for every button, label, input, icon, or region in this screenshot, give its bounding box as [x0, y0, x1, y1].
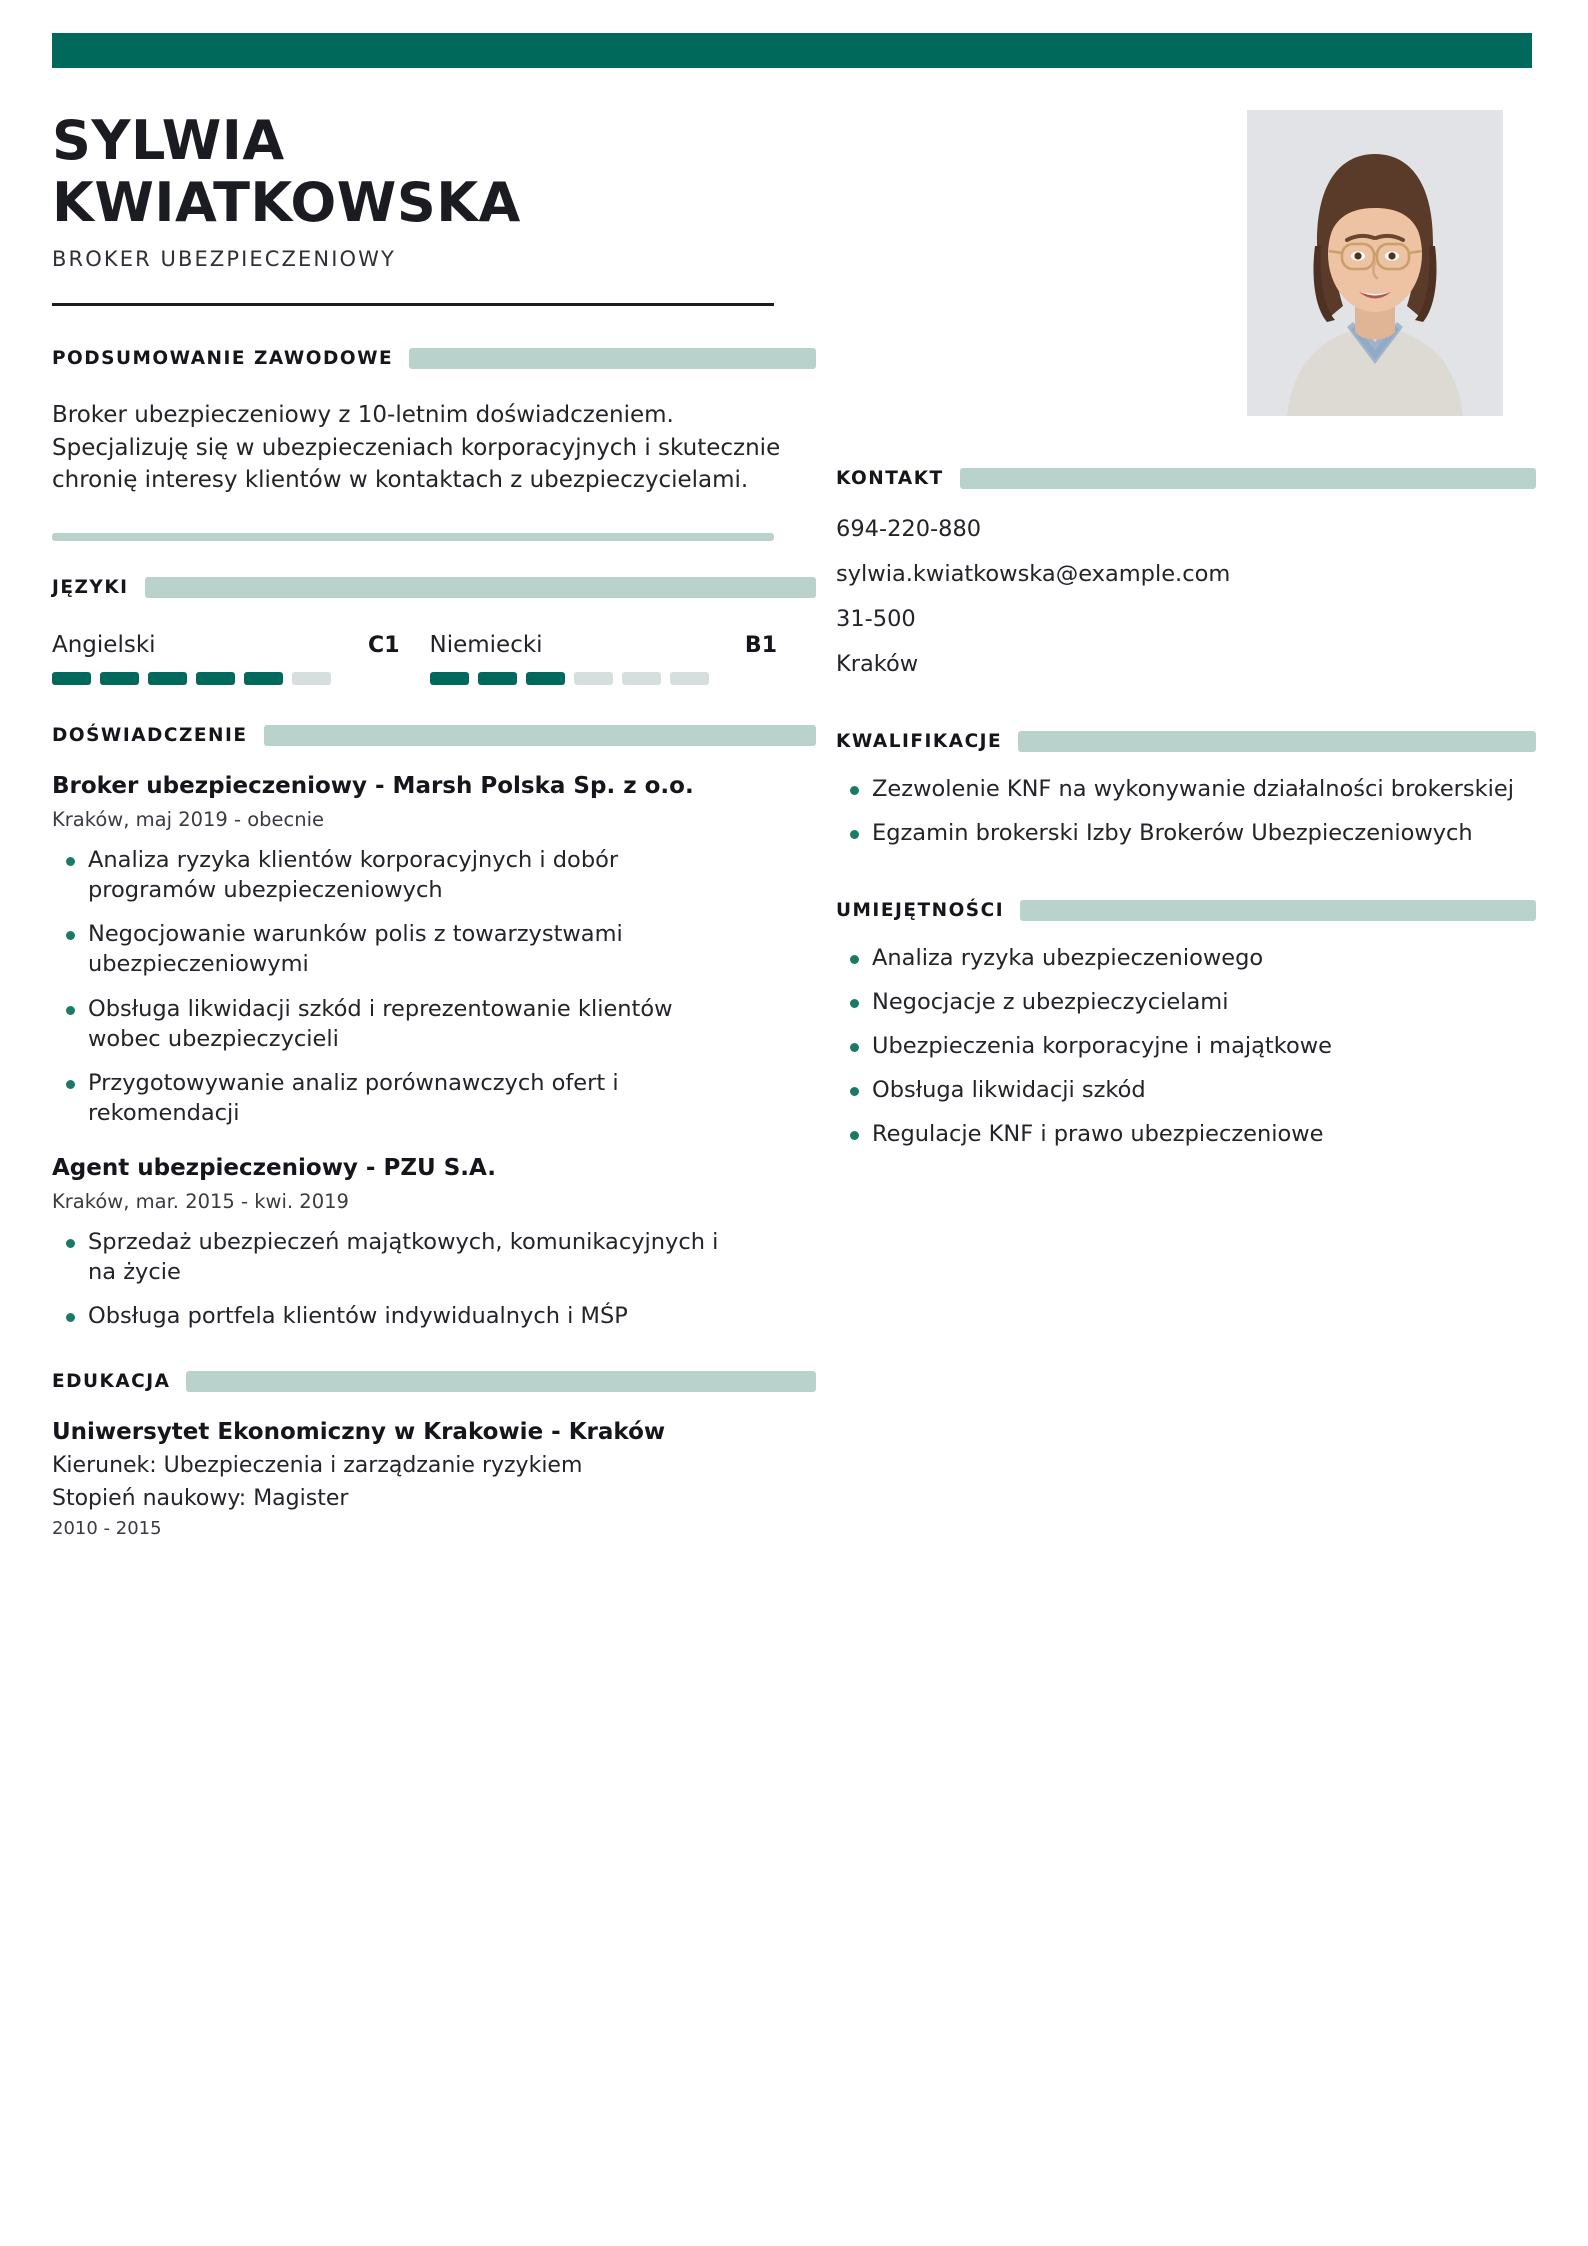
education-dates: 2010 - 2015: [52, 1518, 162, 1540]
languages-list: [52, 632, 807, 685]
section-skills: [836, 900, 1536, 1150]
section-accent-bar: [409, 348, 816, 369]
list-item: Regulacje KNF i prawo ubezpieczeniowe: [836, 1119, 1516, 1149]
section-heading-contact: [836, 468, 1536, 489]
list-item: Negocjowanie warunków polis z towarzystwami ubezpieczeniowymi: [52, 919, 752, 979]
first-name: SYLWIA: [52, 109, 285, 172]
list-item: Ubezpieczenia korporacyjne i majątkowe: [836, 1031, 1516, 1061]
language-level-bars: [430, 672, 778, 685]
list-item: Sprzedaż ubezpieczeń majątkowych, komunikacyjnych i na życie: [52, 1227, 752, 1287]
contact-email[interactable]: sylwia.kwiatkowska@example.com: [836, 561, 1231, 588]
education-degree: Stopień naukowy: Magister: [52, 1486, 349, 1512]
language-level-pip: [100, 672, 139, 685]
language-level-pip: [196, 672, 235, 685]
header-divider: [52, 303, 774, 306]
section-title: UMIEJĘTNOŚCI: [836, 899, 1005, 921]
qualifications-list: [836, 774, 1536, 848]
list-item: Egzamin brokerski Izby Brokerów Ubezpieczeniowych: [836, 818, 1516, 848]
language-row: [430, 632, 778, 658]
experience-bullets: [52, 845, 816, 1128]
list-item: Zezwolenie KNF na wykonywanie działalności brokerskiej: [836, 774, 1516, 804]
section-accent-bar: [264, 725, 816, 746]
list-item: Obsługa likwidacji szkód: [836, 1075, 1516, 1105]
summary-text: Broker ubezpieczeniowy z 10-letnim doświadczeniem. Specjalizuję się w ubezpieczeniach korporacyjnych i skutecznie chronię interesy klientów w kontaktach z ubezpieczycielami.: [52, 402, 781, 494]
section-qualifications: [836, 731, 1536, 848]
section-accent-bar: [960, 468, 1536, 489]
section-accent-bar: [145, 577, 816, 598]
section-title: KWALIFIKACJE: [836, 730, 1003, 752]
last-name: KWIATKOWSKA: [52, 170, 521, 234]
section-summary: [52, 348, 816, 541]
right-column: [836, 110, 1588, 1163]
section-heading-skills: [836, 900, 1536, 921]
experience-list: [52, 772, 816, 1331]
list-item: Przygotowywanie analiz porównawczych ofert i rekomendacji: [52, 1068, 752, 1128]
experience-entry: [52, 772, 816, 1128]
section-heading-qualifications: [836, 731, 1536, 752]
language-item: [430, 632, 808, 685]
language-level-pip: [670, 672, 709, 685]
contact-list: [836, 515, 1536, 679]
two-column-layout: [0, 110, 1588, 1539]
experience-meta: Kraków, maj 2019 - obecnie: [52, 807, 325, 831]
section-heading-languages: [52, 577, 816, 598]
experience-bullets: [52, 1227, 816, 1331]
experience-title: Agent ubezpieczeniowy - PZU S.A.: [52, 1155, 496, 1182]
contact-postal-code: 31-500: [836, 606, 916, 633]
language-item: [52, 632, 430, 685]
section-experience: [52, 725, 816, 1331]
name-block: [52, 110, 816, 306]
section-title: DOŚWIADCZENIE: [52, 725, 248, 747]
list-item: Analiza ryzyka ubezpieczeniowego: [836, 943, 1516, 973]
experience-meta: Kraków, mar. 2015 - kwi. 2019: [52, 1189, 349, 1213]
section-title: KONTAKT: [836, 468, 944, 489]
section-education: [52, 1371, 816, 1539]
section-heading-experience: [52, 725, 816, 746]
job-title: BROKER UBEZPIECZENIOWY: [52, 247, 396, 272]
language-row: [52, 632, 400, 658]
language-level-pip: [244, 672, 283, 685]
section-heading-summary: [52, 348, 816, 369]
section-languages: [52, 577, 816, 685]
language-level-pip: [52, 672, 91, 685]
language-level-pip: [574, 672, 613, 685]
section-title: PODSUMOWANIE ZAWODOWE: [52, 348, 394, 370]
list-item: Obsługa likwidacji szkód i reprezentowanie klientów wobec ubezpieczycieli: [52, 994, 752, 1054]
language-level-label: C1: [368, 633, 400, 659]
language-level-pip: [292, 672, 331, 685]
contact-city: Kraków: [836, 651, 919, 678]
language-level-pip: [148, 672, 187, 685]
language-level-bars: [52, 672, 400, 685]
language-level-pip: [526, 672, 565, 685]
experience-entry: [52, 1154, 816, 1331]
section-title: JĘZYKI: [52, 577, 129, 599]
list-item: Obsługa portfela klientów indywidualnych i MŚP: [52, 1301, 752, 1331]
section-accent-bar: [1018, 731, 1536, 752]
list-item: Analiza ryzyka klientów korporacyjnych i dobór programów ubezpieczeniowych: [52, 845, 752, 905]
education-field: Kierunek: Ubezpieczenia i zarządzanie ryzykiem: [52, 1453, 583, 1479]
language-level-label: B1: [744, 633, 777, 659]
skills-list: [836, 943, 1536, 1150]
language-level-pip: [478, 672, 517, 685]
section-accent-bar: [1020, 900, 1536, 921]
language-level-pip: [622, 672, 661, 685]
section-heading-education: [52, 1371, 816, 1392]
contact-phone[interactable]: 694-220-880: [836, 516, 982, 542]
section-accent-bar: [186, 1371, 816, 1392]
language-level-pip: [430, 672, 469, 685]
language-name: Niemiecki: [429, 632, 543, 659]
left-column: [0, 110, 836, 1539]
education-entry: [52, 1418, 816, 1539]
education-list: [52, 1418, 816, 1539]
section-contact: [836, 468, 1536, 679]
avatar: [1247, 110, 1503, 416]
section-title: EDUKACJA: [52, 1371, 171, 1393]
education-title: Uniwersytet Ekonomiczny w Krakowie - Kraków: [52, 1419, 666, 1446]
list-item: Negocjacje z ubezpieczycielami: [836, 987, 1516, 1017]
summary-divider: [52, 533, 774, 541]
language-name: Angielski: [52, 632, 156, 659]
top-accent-bar: [52, 33, 1532, 68]
experience-title: Broker ubezpieczeniowy - Marsh Polska Sp. z o.o.: [52, 773, 694, 800]
